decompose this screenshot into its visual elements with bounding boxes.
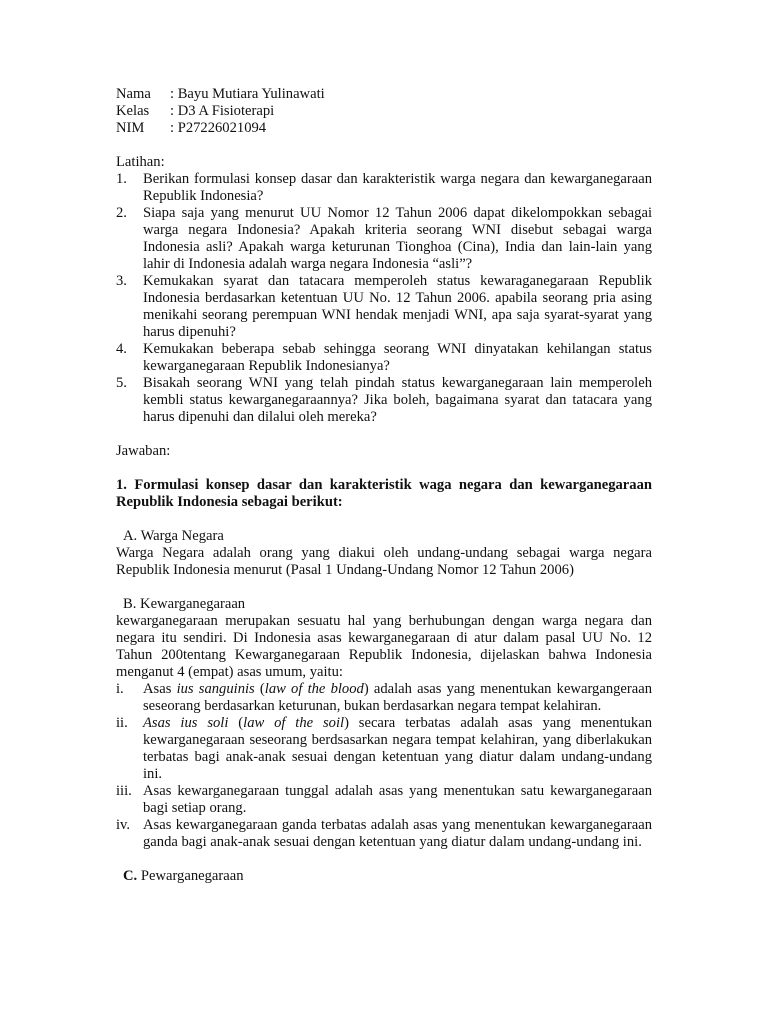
section-b-title: B. Kewarganegaraan: [123, 596, 246, 612]
question-text: Siapa saja yang menurut UU Nomor 12 Tahun 2006 dapat dikelompokkan sebagai warga negara Indonesia? Apakah kriteria seorang WNI disebut sebagai warga Indonesia asli? Apakah warga keturunan Tionghoa (Cina), India dan lain-lain yang lahir di Indonesia adalah warga negara Indonesia “asli”?: [143, 205, 652, 272]
identity-value: : P27226021094: [170, 120, 267, 136]
question-number: 1.: [116, 171, 127, 187]
document-page: [116, 86, 652, 885]
question-item: [116, 205, 652, 273]
question-text: Kemukakan syarat dan tatacara memperoleh status kewaraganegaraan Republik Indonesia berdasarkan ketentuan UU No. 12 Tahun 2006. apabila seorang pria asing menikahi seorang perempuan WNI hendak menjadi WNI, apa saja syarat-syarat yang harus dipenuhi?: [143, 273, 652, 340]
asas-text: Asas kewarganegaraan ganda terbatas adalah asas yang menentukan kewarganegaraan ganda bagi anak-anak sesuai dengan ketentuan yang diatur dalam undang-undang ini.: [143, 817, 652, 850]
asas-item: [116, 817, 652, 851]
asas-item: [116, 681, 652, 715]
question-number: 2.: [116, 205, 127, 221]
section-c-title: C. Pewarganegaraan: [123, 868, 244, 884]
identity-label: NIM: [116, 120, 145, 136]
asas-item: [116, 783, 652, 817]
identity-label: Kelas: [116, 103, 150, 119]
identity-value: : D3 A Fisioterapi: [170, 103, 275, 119]
question-text: Kemukakan beberapa sebab sehingga seorang WNI dinyatakan kehilangan status kewarganegaraan Republik Indonesianya?: [143, 341, 652, 374]
question-item: [116, 171, 652, 205]
identity-row-kelas: [116, 103, 652, 120]
identity-row-nama: [116, 86, 652, 103]
asas-number: ii.: [116, 715, 128, 731]
question-number: 4.: [116, 341, 127, 357]
asas-text: Asas kewarganegaraan tunggal adalah asas yang menentukan satu kewarganegaraan bagi setiap orang.: [143, 783, 652, 816]
identity-value: : Bayu Mutiara Yulinawati: [170, 86, 325, 102]
section-a-body: Warga Negara adalah orang yang diakui oleh undang-undang sebagai warga negara Republik Indonesia menurut (Pasal 1 Undang-Undang Nomor 12 Tahun 2006): [116, 545, 652, 578]
answer-heading: 1. Formulasi konsep dasar dan karakteristik waga negara dan kewarganegaraan Republik Indonesia sebagai berikut:: [116, 477, 652, 510]
question-item: [116, 375, 652, 426]
question-number: 5.: [116, 375, 127, 391]
question-text: Berikan formulasi konsep dasar dan karakteristik warga negara dan kewarganegaraan Republik Indonesia?: [143, 171, 652, 204]
question-text: Bisakah seorang WNI yang telah pindah status kewarganegaraan lain memperoleh kembli status kewarganegaraannya? Jika boleh, bagaimana syarat dan tatacara yang harus dipenuhi dan dilalui oleh mereka?: [143, 375, 652, 425]
question-number: 3.: [116, 273, 127, 289]
asas-number: i.: [116, 681, 124, 697]
asas-text: Asas ius soli (law of the soil) secara terbatas adalah asas yang menentukan kewarganegaraan seseorang berdsasarkan negara tempat kelahiran, yang diberlakukan terbatas bagi anak-anak sesuai dengan ketentuan yang diatur dalam undang-undang ini.: [143, 715, 653, 782]
section-b-body: kewarganegaraan merupakan sesuatu hal yang berhubungan dengan warga negara dan negara itu sendiri. Di Indonesia asas kewarganegaraan di atur dalam pasal UU No. 12 Tahun 200tentang Kewarganegaraan Republik Indonesia, dijelaskan bahwa Indonesia menganut 4 (empat) asas umum, yaitu:: [116, 613, 652, 680]
question-list: [116, 171, 652, 426]
section-a-title: A. Warga Negara: [123, 528, 224, 544]
asas-number: iv.: [116, 817, 131, 833]
asas-list: [116, 681, 652, 851]
asas-text: Asas ius sanguinis (law of the blood) adalah asas yang menentukan kewargangeraan seseorang berdasarkan keturunan, bukan berdasarkan negara tempat kelahiran.: [143, 681, 653, 714]
latihan-title: Latihan:: [116, 154, 165, 170]
asas-number: iii.: [116, 783, 132, 799]
identity-row-nim: [116, 120, 652, 137]
question-item: [116, 273, 652, 341]
asas-item: [116, 715, 652, 783]
identity-label: Nama: [116, 86, 151, 102]
jawaban-title: Jawaban:: [116, 443, 171, 459]
question-item: [116, 341, 652, 375]
identity-block: [116, 86, 652, 137]
